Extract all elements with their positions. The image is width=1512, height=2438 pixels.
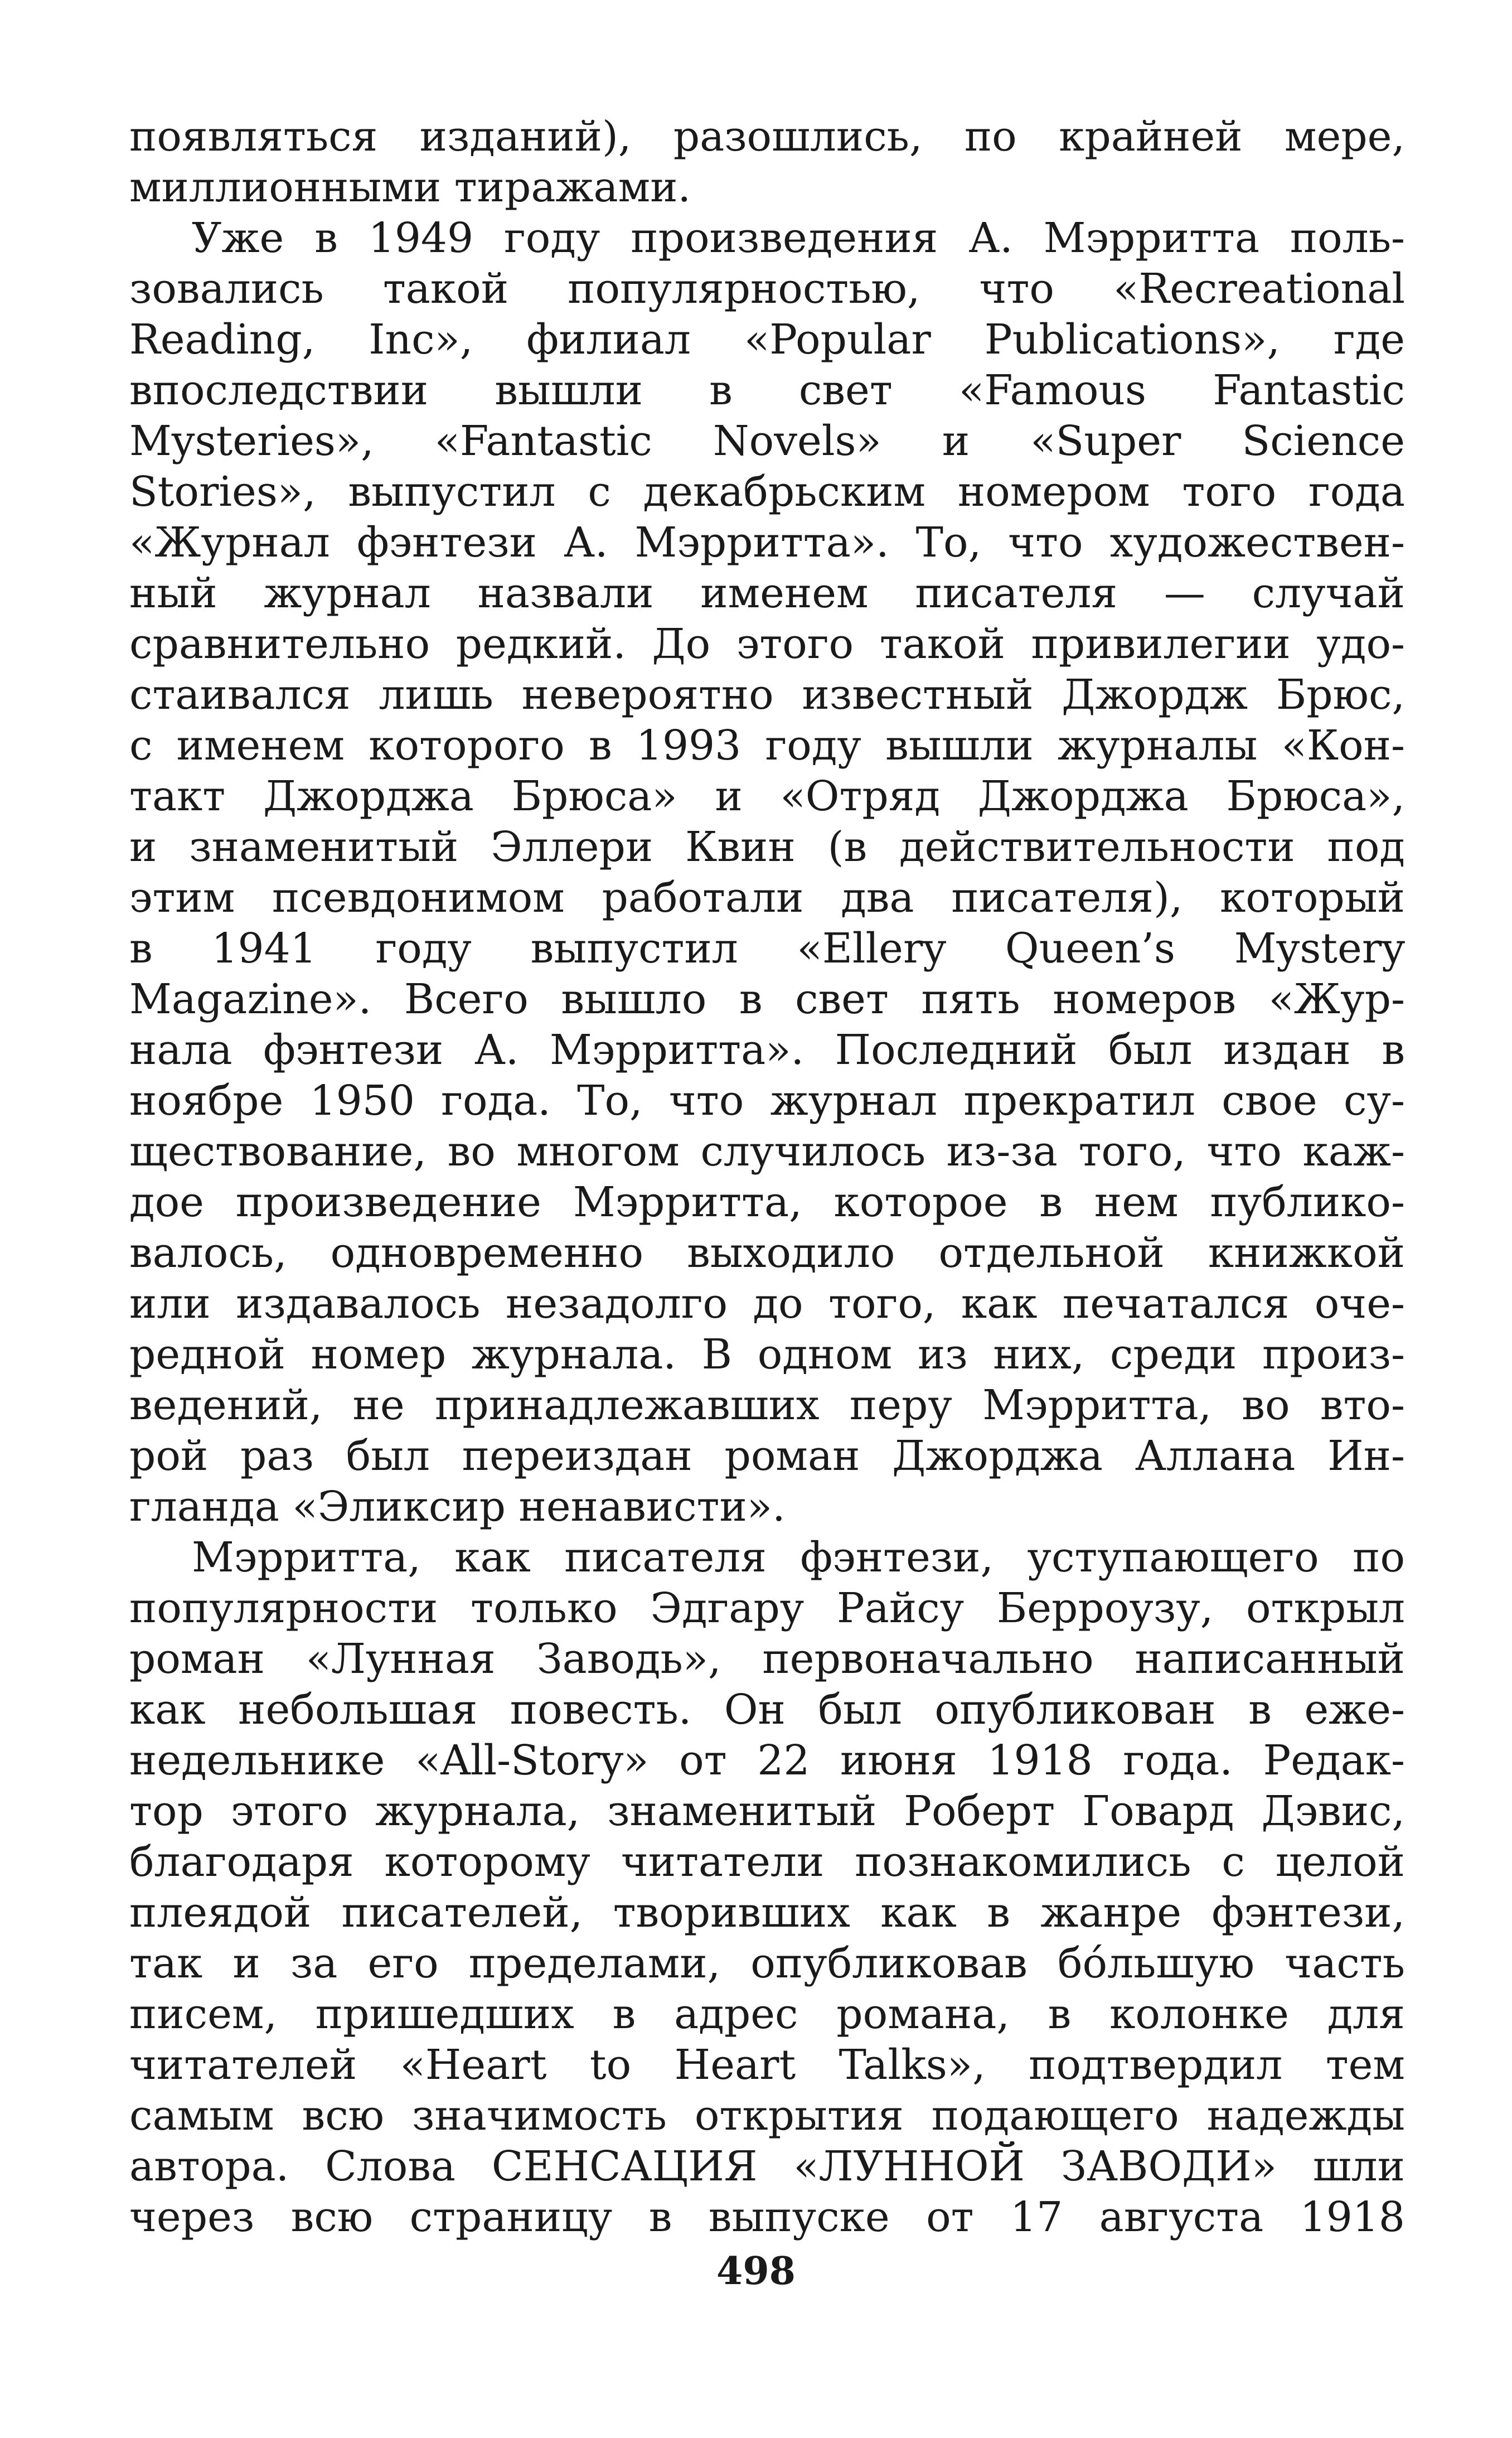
text-line: Magazine». Всего вышло в свет пять номеров «Жур- [129, 975, 1405, 1023]
text-line: Мэрритта, как писателя фэнтези, уступающего по [192, 1534, 1405, 1581]
text-line: ноябре 1950 года. То, что журнал прекратил свое су- [129, 1077, 1405, 1125]
text-line: тор этого журнала, знаменитый Роберт Говард Дэвис, [129, 1787, 1405, 1835]
text-line: такт Джорджа Брюса» и «Отряд Джорджа Брюса», [129, 772, 1405, 820]
text-line: читателей «Heart to Heart Talks», подтвердил тем [129, 2041, 1405, 2089]
text-line: ведений, не принадлежавших перу Мэрритта, во вто- [129, 1381, 1405, 1429]
text-line: писем, пришедших в адрес романа, в колонке для [129, 1990, 1405, 2038]
text-line: миллионными тиражами. [129, 163, 691, 211]
text-line: валось, одновременно выходило отдельной книжкой [129, 1229, 1405, 1277]
text-line: самым всю значимость открытия подающего надежды [129, 2092, 1405, 2140]
text-line: Stories», выпустил с декабрьским номером того года [129, 468, 1405, 516]
text-line: зовались такой популярностью, что «Recreational [129, 265, 1405, 313]
text-line: популярности только Эдгару Райсу Берроузу, открыл [129, 1584, 1405, 1632]
text-line: впоследствии вышли в свет «Famous Fantastic [129, 366, 1405, 414]
text-line: редной номер журнала. В одном из них, среди произ- [129, 1331, 1405, 1378]
text-line: Mysteries», «Fantastic Novels» и «Super Science [129, 417, 1405, 465]
page-body [129, 112, 1405, 2243]
text-line: благодаря которому читатели познакомились с целой [129, 1838, 1405, 1886]
text-line: Reading, Inc», филиал «Popular Publications», где [129, 316, 1405, 364]
text-line: гланда «Эликсир ненависти». [129, 1483, 786, 1531]
text-line: ществование, во многом случилось из-за того, что каж- [129, 1128, 1405, 1176]
page-number: 498 [716, 2249, 796, 2294]
text-line: через всю страницу в выпуске от 17 августа 1918 [129, 2193, 1405, 2241]
text-line: сравнительно редкий. До этого такой привилегии удо- [129, 620, 1405, 668]
text-line: дое произведение Мэрритта, которое в нем публико- [129, 1178, 1405, 1226]
text-line: рой раз был переиздан роман Джорджа Аллана Ин- [129, 1432, 1405, 1480]
text-line: этим псевдонимом работали два писателя), который [129, 874, 1405, 922]
text-line: и знаменитый Эллери Квин (в действительности под [129, 823, 1405, 871]
text-line: в 1941 году выпустил «Ellery Queen’s Mystery [129, 925, 1405, 973]
text-line: роман «Лунная Заводь», первоначально написанный [129, 1635, 1405, 1683]
text-line: появляться изданий), разошлись, по крайней мере, [129, 113, 1405, 161]
text-line: «Журнал фэнтези А. Мэрритта». То, что художествен- [129, 519, 1405, 567]
text-line: или издавалось незадолго до того, как печатался оче- [129, 1280, 1405, 1328]
text-line: Уже в 1949 году произведения А. Мэрритта поль- [192, 214, 1405, 262]
text-line: как небольшая повесть. Он был опубликован в еже- [129, 1686, 1405, 1734]
text-line: так и за его пределами, опубликовав бо́льшую часть [129, 1939, 1405, 1987]
text-line: с именем которого в 1993 году вышли журналы «Кон- [129, 722, 1405, 770]
text-line: стаивался лишь невероятно известный Джордж Брюс, [129, 671, 1405, 719]
text-line: недельнике «All-Story» от 22 июня 1918 года. Редак- [129, 1736, 1405, 1784]
text-line: нала фэнтези А. Мэрритта». Последний был издан в [129, 1026, 1405, 1074]
text-line: плеядой писателей, творивших как в жанре фэнтези, [129, 1889, 1405, 1937]
text-line: автора. Слова СЕНСАЦИЯ «ЛУННОЙ ЗАВОДИ» шли [129, 2142, 1405, 2190]
text-line: ный журнал назвали именем писателя — случай [129, 569, 1405, 617]
